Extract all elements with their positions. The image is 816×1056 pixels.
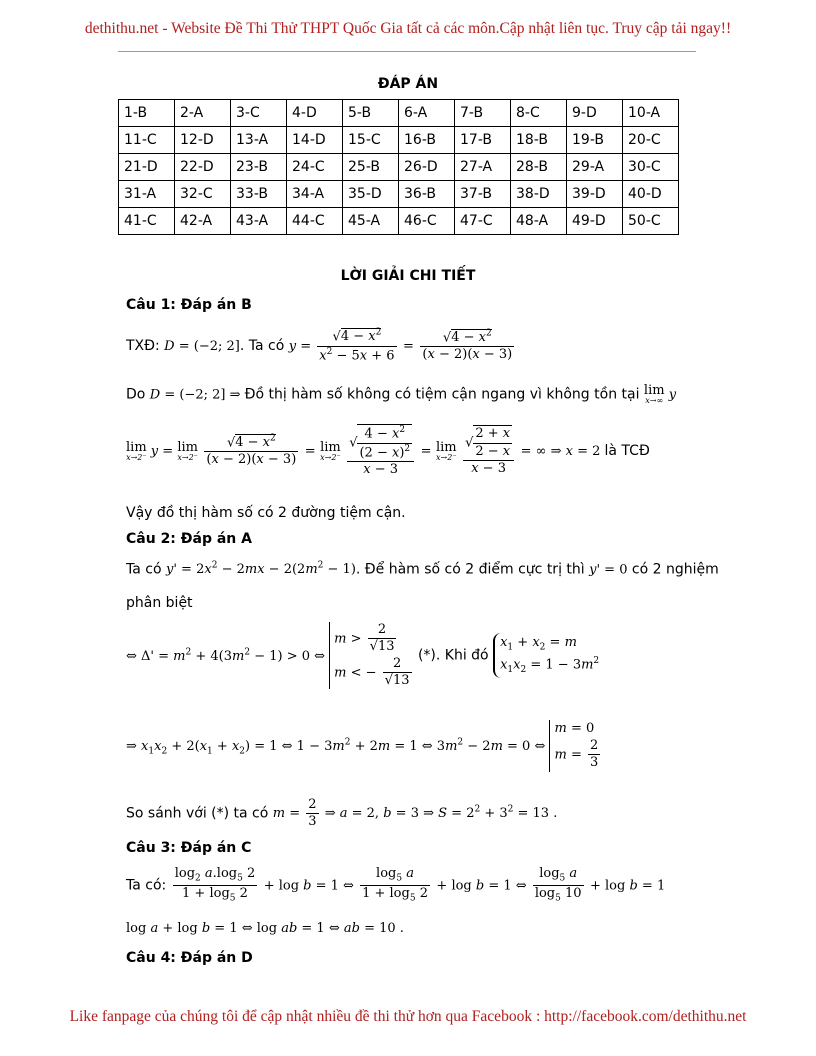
q2-heading: Câu 2: Đáp án A [126,531,252,547]
answer-cell: 33-B [231,181,287,208]
answer-cell: 9-D [567,100,623,127]
q2-line-1: Ta có $y' = 2x^2 - 2mx - 2(2m^2 - 1)$. Để hàm số có 2 điểm cực trị thì y' = 0 có 2 nghiệm [126,561,719,578]
q2-line-3: ⇔ $\Delta' = m^2 + 4(3m^2 - 1) > 0$ ⇔ m > $\frac{2}{√13}$ m < − $\frac{2}{√13}$ (*). Khi đó $x_1 + x_2 = m$ $x_1x_2 = 1 - 3m^2$ [126,622,600,688]
answer-cell: 18-B [511,127,567,154]
answer-cell: 8-C [511,100,567,127]
answer-cell: 2-A [175,100,231,127]
answer-cell: 4-D [287,100,343,127]
answer-cell: 21-D [119,154,175,181]
answer-cell: 30-C [623,154,679,181]
answer-cell: 19-B [567,127,623,154]
q2-line-2: phân biệt [126,595,193,611]
q1-l2-b: Đồ thị hàm số không có tiệm cận ngang vì không tồn tại [244,386,644,403]
answer-cell: 29-A [567,154,623,181]
answer-cell: 37-B [455,181,511,208]
q1-line-1: TXĐ: D = (−2; 2]. Ta có y = $\frac{√4 - x^2}{x^2 - 5x + 6}$ = $\frac{√4 - x^2}{(x - 2)(x - 3)}$ [126,328,513,363]
answer-cell: 32-C [175,181,231,208]
answer-cell: 39-D [567,181,623,208]
answer-cell: 15-C [343,127,399,154]
solutions-title: LỜI GIẢI CHI TIẾT [340,268,476,284]
answer-cell: 22-D [175,154,231,181]
q1-line-3: lim x→2⁻ y = lim x→2⁻ $\frac{√4 - x^2}{(x - 2)(x - 3)}$ = lim x→2⁻ √ $\frac{4 - x^2}{(2 - x)^2}$ x − 3 = lim x→2⁻ √ $\frac{2 + x}{2 - x}$ x − 3 = ∞ ⇒ x = 2 là TCĐ [126,425,650,478]
q2-l1-b: . Để hàm số có 2 điểm cực trị thì [355,561,590,578]
q1-l1-a: TXĐ: [126,338,165,355]
q3-line-2: log a + log b = 1 ⇔ log ab = 1 ⇔ ab = 10 . [126,921,404,936]
answer-cell: 5-B [343,100,399,127]
answer-cell: 26-D [399,154,455,181]
answer-cell: 35-D [343,181,399,208]
q3-heading: Câu 3: Đáp án C [126,840,252,856]
answer-row [119,181,679,208]
answer-cell: 12-D [175,127,231,154]
answer-cell: 13-A [231,127,287,154]
answer-cell: 50-C [623,208,679,235]
answer-row [119,127,679,154]
q2-l3-b: (*). Khi đó [413,647,494,664]
answer-cell: 49-D [567,208,623,235]
answer-cell: 6-A [399,100,455,127]
answer-cell: 31-A [119,181,175,208]
answer-cell: 45-A [343,208,399,235]
answer-cell: 25-B [343,154,399,181]
q1-line-4: Vậy đồ thị hàm số có 2 đường tiệm cận. [126,505,406,521]
answer-cell: 36-B [399,181,455,208]
answer-cell: 46-C [399,208,455,235]
answer-cell: 1-B [119,100,175,127]
q1-l3-end: là TCĐ [604,443,650,460]
answer-row [119,100,679,127]
answer-row [119,154,679,181]
page-header[interactable]: dethithu.net - Website Đề Thi Thử THPT Quốc Gia tất cả các môn.Cập nhật liên tục. Truy cập tải ngay!! [84,20,732,37]
q1-l2-a: Do [126,386,150,403]
answer-cell: 43-A [231,208,287,235]
answer-cell: 16-B [399,127,455,154]
q2-line-5: So sánh với (*) ta có m = $\frac{2}{3}$ ⇒ a = 2, b = 3 ⇒ $S = 2^2 + 3^2 = 13$ . [126,797,558,830]
answer-cell: 41-C [119,208,175,235]
q1-heading: Câu 1: Đáp án B [126,297,252,313]
answer-cell: 42-A [175,208,231,235]
q3-line-1: Ta có: $\frac{\log_2 a.\log_5 2}{1 + \log_5 2}$ + log b = 1 ⇔ $\frac{\log_5 a}{1 + \log_5 2}$ + log b = 1 ⇔ $\frac{\log_5 a}{\log_5 10}$ + log b = 1 [126,866,666,904]
answer-cell: 40-D [623,181,679,208]
answer-cell: 20-C [623,127,679,154]
answer-cell: 47-C [455,208,511,235]
answer-cell: 3-C [231,100,287,127]
q2-line-4: ⇒ $x_1x_2 + 2(x_1 + x_2) = 1$ ⇔ $1 - 3m^2 + 2m = 1$ ⇔ $3m^2 - 2m = 0$ ⇔ m = 0 m = $\frac{2}{3}$ [126,720,602,772]
answer-cell: 7-B [455,100,511,127]
answer-cell: 24-C [287,154,343,181]
page-footer[interactable]: Like fanpage của chúng tôi để cập nhật nhiều đề thi thử hơn qua Facebook : http://facebook.com/dethithu.net [69,1008,747,1025]
q1-line-2: Do D = (−2; 2] ⇒ Đồ thị hàm số không có tiệm cận ngang vì không tồn tại lim x→∞ y [126,383,677,405]
answer-cell: 44-C [287,208,343,235]
q1-l1-b: . Ta có [239,338,289,355]
answer-cell: 38-D [511,181,567,208]
answer-cell: 48-A [511,208,567,235]
q3-l1-a: Ta có: [126,877,171,894]
answer-row [119,208,679,235]
answer-cell: 34-A [287,181,343,208]
answers-title: ĐÁP ÁN [377,76,439,92]
answer-table [118,99,679,235]
answer-cell: 10-A [623,100,679,127]
q2-l1-a: Ta có [126,561,166,578]
answer-cell: 17-B [455,127,511,154]
answer-cell: 23-B [231,154,287,181]
q2-l5-a: So sánh với (*) ta có [126,805,273,822]
answer-cell: 14-D [287,127,343,154]
q2-l1-c: có 2 nghiệm [627,561,719,578]
answer-cell: 28-B [511,154,567,181]
answer-cell: 27-A [455,154,511,181]
header-divider [118,51,696,52]
answer-cell: 11-C [119,127,175,154]
q4-heading: Câu 4: Đáp án D [126,950,253,966]
